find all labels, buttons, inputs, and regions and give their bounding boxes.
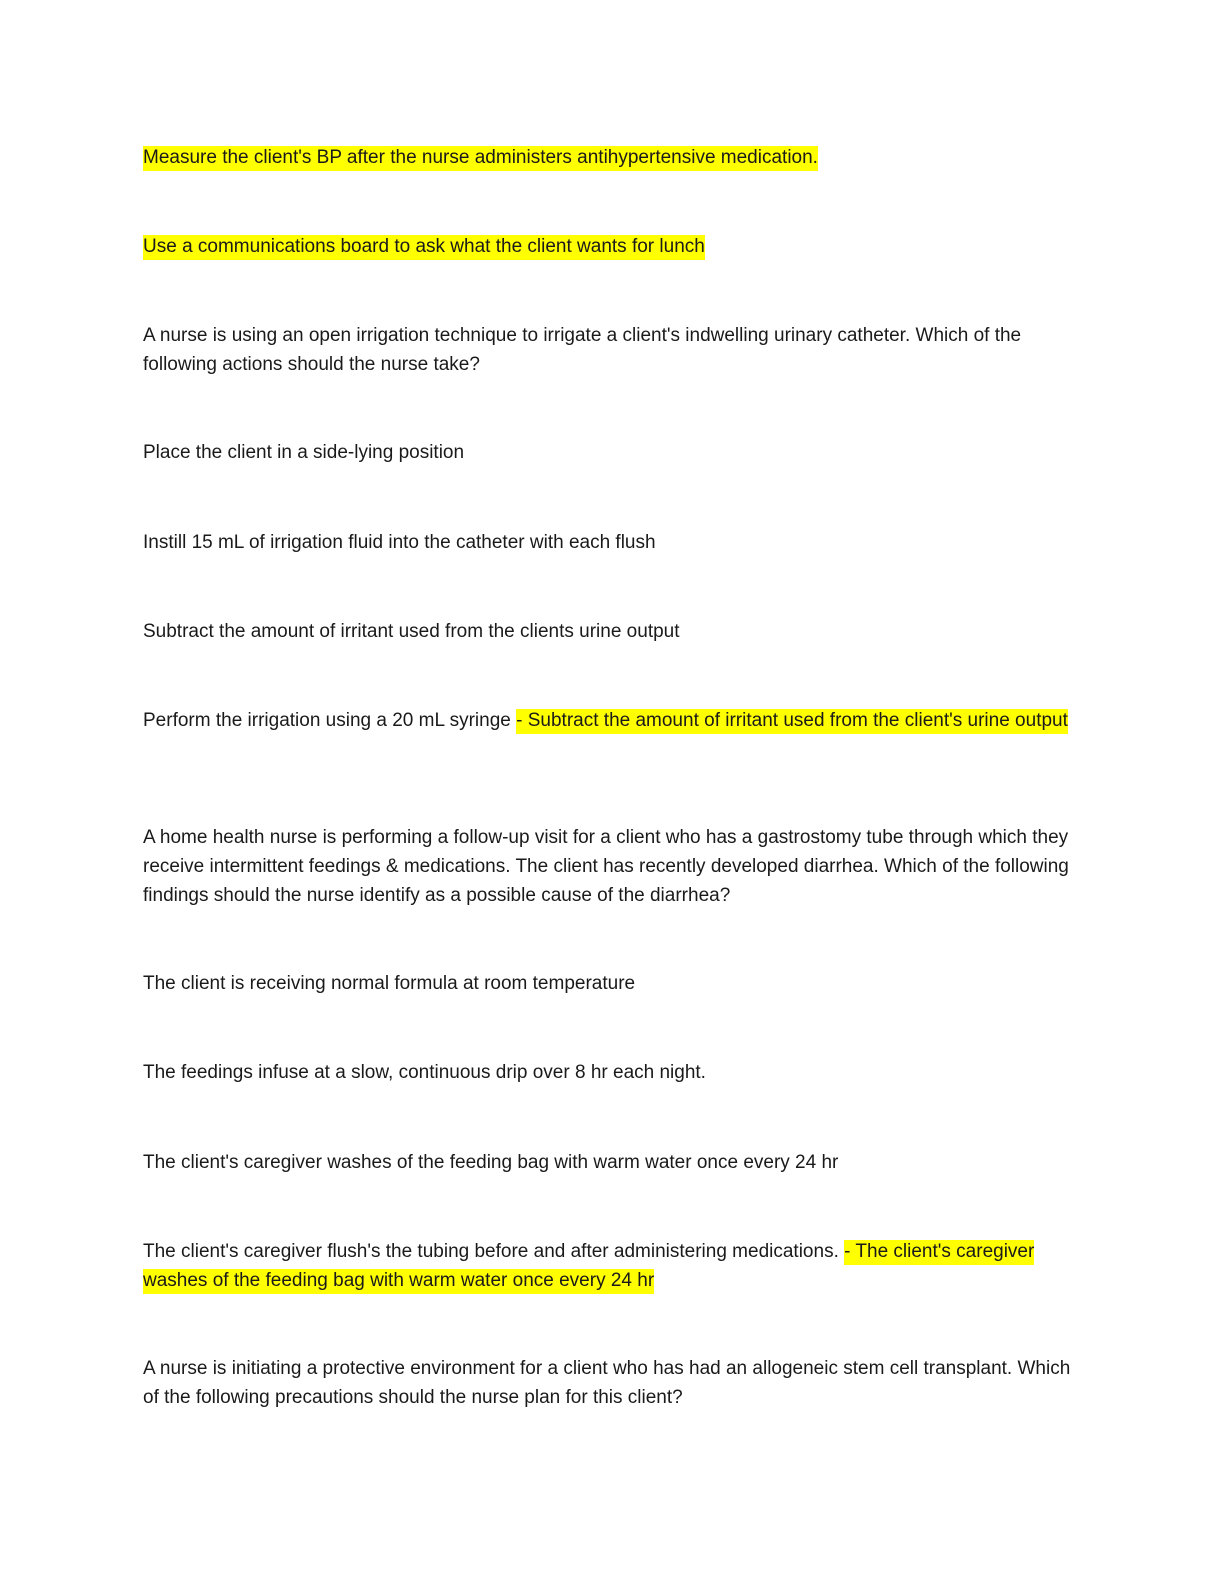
paragraph-text: A nurse is initiating a protective environment for a client who has had an allogeneic stem cell transplant. Which of the following precautions should the nurse plan for this client? <box>143 1358 1071 1408</box>
option-subtract-irritant <box>143 617 1083 646</box>
paragraph-text: The client's caregiver washes of the feeding bag with warm water once every 24 hr <box>143 1152 839 1173</box>
option-side-lying <box>143 438 1083 467</box>
highlighted-answer: Use a communications board to ask what the client wants for lunch <box>143 235 705 260</box>
option-room-temperature <box>143 969 1083 998</box>
option-instill-15ml <box>143 528 1083 557</box>
paragraph-text: Place the client in a side-lying position <box>143 442 465 463</box>
paragraph-text: Perform the irrigation using a 20 mL syringe <box>143 710 517 731</box>
paragraph-measure-bp <box>143 143 1083 172</box>
question-irrigation <box>143 321 1083 379</box>
paragraph-communications-board <box>143 232 1083 261</box>
paragraph-text: The feedings infuse at a slow, continuous drip over 8 hr each night. <box>143 1062 706 1083</box>
paragraph-text: The client is receiving normal formula at room temperature <box>143 973 636 994</box>
option-20ml-syringe-answer <box>143 706 1083 735</box>
option-washes-bag <box>143 1148 1083 1177</box>
highlighted-answer: - Subtract the amount of irritant used from the client's urine output <box>516 709 1068 734</box>
paragraph-text: A home health nurse is performing a follow-up visit for a client who has a gastrostomy tube through which they receive intermittent feedings & medications. The client has recently developed diarrhea. Which of the following findings should the nurse identify as a possible cause of the diarrhea? <box>143 827 1069 906</box>
highlighted-answer: - The client's caregiver washes of the feeding bag with warm water once every 24 hr <box>143 1240 1034 1294</box>
question-protective-environment <box>143 1354 1083 1412</box>
highlighted-answer: Measure the client's BP after the nurse administers antihypertensive medication. <box>143 146 818 171</box>
option-flush-tubing-answer <box>143 1237 1083 1295</box>
paragraph-text: Instill 15 mL of irrigation fluid into the catheter with each flush <box>143 532 656 553</box>
paragraph-text: A nurse is using an open irrigation technique to irrigate a client's indwelling urinary catheter. Which of the following actions should the nurse take? <box>143 325 1022 375</box>
question-gastrostomy <box>143 823 1083 910</box>
paragraph-text: Subtract the amount of irritant used from the clients urine output <box>143 621 680 642</box>
paragraph-text: The client's caregiver flush's the tubing before and after administering medications. <box>143 1241 845 1262</box>
option-slow-drip <box>143 1058 1083 1087</box>
